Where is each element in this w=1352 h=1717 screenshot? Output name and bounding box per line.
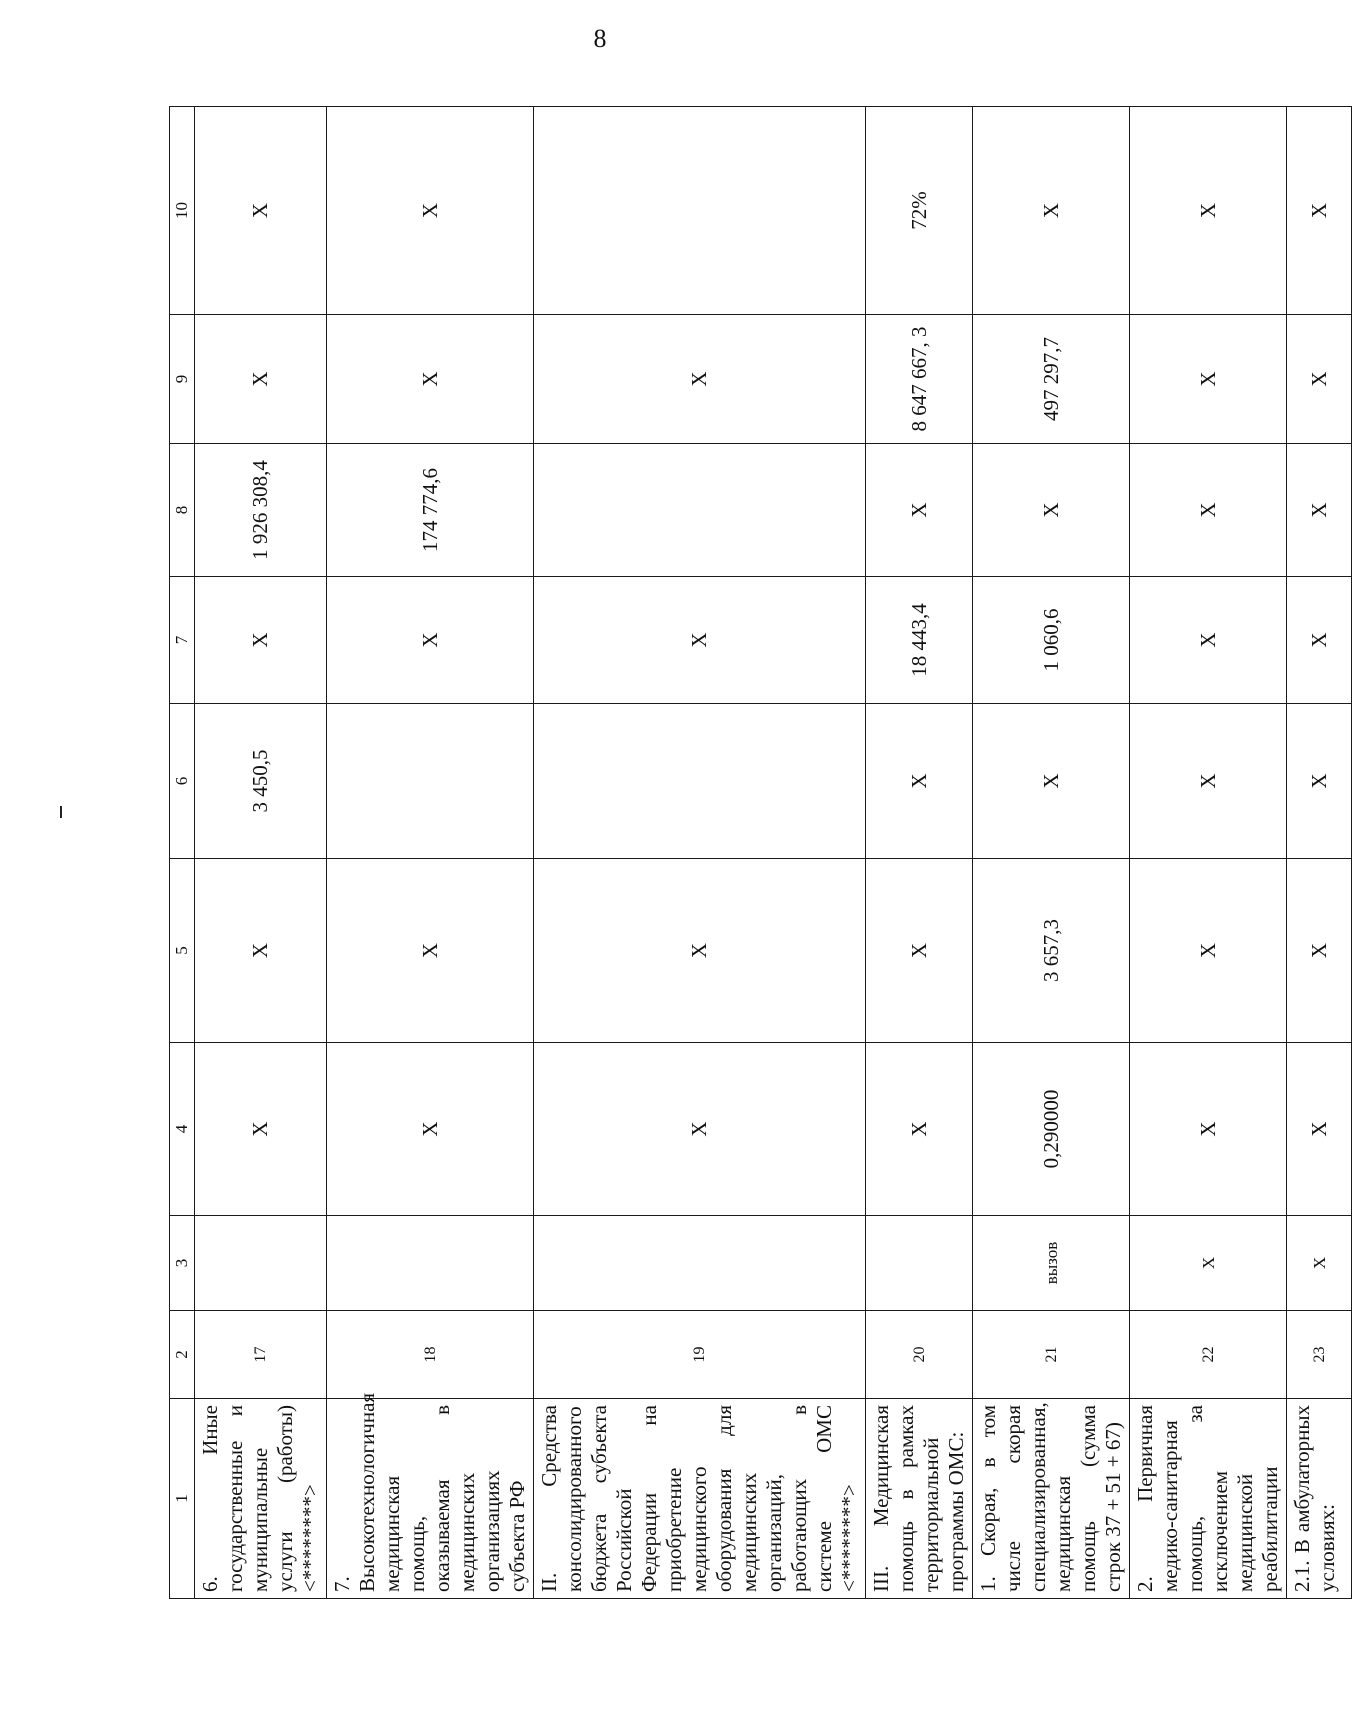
column-number: 3: [170, 1216, 195, 1311]
column-number: 4: [170, 1043, 195, 1216]
value-cell: X: [866, 444, 973, 577]
value-cell: X: [973, 444, 1130, 577]
row-name-cell: 2.1. В амбулаторных условиях:: [1287, 1399, 1352, 1599]
column-number: 5: [170, 859, 195, 1043]
line-number-cell: 20: [866, 1311, 973, 1399]
table-row: [1130, 107, 1287, 1599]
value-cell: 497 297,7: [973, 315, 1130, 444]
row-name-cell: II. Средства консолидированного бюджета субъекта Российской Федерации на приобретение медицинского оборудования для медицинских организаций, работающих в системе ОМС <********>: [534, 1399, 866, 1599]
value-cell: 3 657,3: [973, 859, 1130, 1043]
value-cell: X: [1130, 704, 1287, 859]
line-number-cell: 18: [327, 1311, 534, 1399]
value-cell: [327, 704, 534, 859]
value-cell: 1 060,6: [973, 577, 1130, 704]
value-cell: X: [866, 704, 973, 859]
value-cell: 18 443,4: [866, 577, 973, 704]
value-cell: X: [327, 315, 534, 444]
value-cell: X: [1130, 859, 1287, 1043]
column-number: 2: [170, 1311, 195, 1399]
value-cell: X: [1130, 315, 1287, 444]
value-cell: X: [195, 859, 327, 1043]
value-cell: X: [195, 107, 327, 315]
margin-mark: [60, 806, 62, 818]
value-cell: X: [327, 1043, 534, 1216]
value-cell: [534, 107, 866, 315]
table-row: [327, 107, 534, 1599]
value-cell: [534, 444, 866, 577]
value-cell: X: [195, 315, 327, 444]
table-wrapper: [169, 107, 1339, 1599]
value-cell: 0,290000: [973, 1043, 1130, 1216]
value-cell: X: [973, 107, 1130, 315]
rotated-table-container: [169, 107, 1339, 1599]
value-cell: X: [327, 577, 534, 704]
table-row: [1287, 107, 1352, 1599]
value-cell: X: [1287, 1043, 1352, 1216]
table-row: [866, 107, 973, 1599]
value-cell: 174 774,6: [327, 444, 534, 577]
value-cell: X: [1130, 444, 1287, 577]
value-cell: [534, 704, 866, 859]
value-cell: X: [1287, 315, 1352, 444]
table-row: [534, 107, 866, 1599]
unit-cell: X: [1287, 1216, 1352, 1311]
value-cell: X: [1130, 1043, 1287, 1216]
row-name-cell: 2. Первичная медико-санитарная помощь, за исключением медицинской реабилитации: [1130, 1399, 1287, 1599]
unit-cell: [327, 1216, 534, 1311]
line-number-cell: 17: [195, 1311, 327, 1399]
row-name-cell: 7. Высокотехнологичная медицинская помощь, оказываемая в медицинских организациях субъекта РФ: [327, 1399, 534, 1599]
value-cell: X: [1130, 107, 1287, 315]
line-number-cell: 23: [1287, 1311, 1352, 1399]
unit-cell: [534, 1216, 866, 1311]
column-number: 1: [170, 1399, 195, 1599]
unit-cell: X: [1130, 1216, 1287, 1311]
column-number-row: [170, 107, 195, 1599]
value-cell: 3 450,5: [195, 704, 327, 859]
value-cell: X: [534, 859, 866, 1043]
value-cell: X: [195, 1043, 327, 1216]
row-name-cell: 1. Скорая, в том числе скорая специализированная, медицинская помощь (сумма строк 37 + 51 + 67): [973, 1399, 1130, 1599]
value-cell: X: [1287, 577, 1352, 704]
page-number: 8: [593, 24, 607, 53]
value-cell: X: [195, 577, 327, 704]
line-number-cell: 19: [534, 1311, 866, 1399]
value-cell: X: [1130, 577, 1287, 704]
column-number: 6: [170, 704, 195, 859]
value-cell: X: [1287, 859, 1352, 1043]
value-cell: 8 647 667, 3: [866, 315, 973, 444]
value-cell: 72%: [866, 107, 973, 315]
column-number: 9: [170, 315, 195, 444]
column-number: 8: [170, 444, 195, 577]
row-name-cell: III. Медицинская помощь в рамках территориальной программы ОМС:: [866, 1399, 973, 1599]
column-number: 10: [170, 107, 195, 315]
unit-cell: [866, 1216, 973, 1311]
value-cell: 1 926 308,4: [195, 444, 327, 577]
table-row: [973, 107, 1130, 1599]
value-cell: X: [866, 859, 973, 1043]
unit-cell: вызов: [973, 1216, 1130, 1311]
line-number-cell: 22: [1130, 1311, 1287, 1399]
unit-cell: [195, 1216, 327, 1311]
value-cell: X: [327, 859, 534, 1043]
value-cell: X: [1287, 107, 1352, 315]
data-table: [169, 106, 1352, 1599]
column-number: 7: [170, 577, 195, 704]
value-cell: X: [866, 1043, 973, 1216]
value-cell: X: [327, 107, 534, 315]
value-cell: X: [973, 704, 1130, 859]
line-number-cell: 21: [973, 1311, 1130, 1399]
value-cell: X: [1287, 704, 1352, 859]
row-name-cell: 6. Иные государственные и муниципальные услуги (работы) <********>: [195, 1399, 327, 1599]
value-cell: X: [1287, 444, 1352, 577]
table-row: [195, 107, 327, 1599]
value-cell: X: [534, 577, 866, 704]
value-cell: X: [534, 315, 866, 444]
value-cell: X: [534, 1043, 866, 1216]
